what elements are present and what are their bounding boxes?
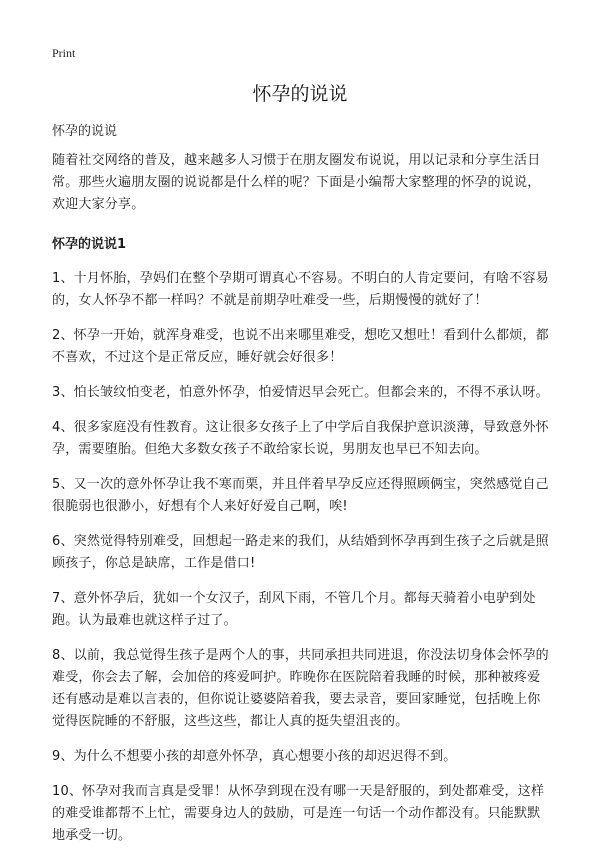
section-heading: 怀孕的说说1 [52, 237, 127, 252]
list-item: 7、意外怀孕后，犹如一个女汉子，刮风下雨，不管几个月。都每天骑着小电驴到处跑。认为最难也就这样子过了。 [52, 591, 536, 628]
list-item: 10、怀孕对我而言真是受罪！从怀孕到现在没有哪一天是舒服的，到处都难受，这样的难受谁都帮不上忙，需要身边人的鼓励，可是连一句话一个动作都没有。只能默默地承受一切。 [52, 784, 545, 843]
print-link[interactable]: Print [52, 46, 76, 60]
list-item: 1、十月怀胎，孕妈们在整个孕期可谓真心不容易。不明白的人肯定要问，有啥不容易的，女人怀孕不都一样吗？不就是前期孕吐难受一些，后期慢慢的就好了！ [52, 271, 549, 308]
article-body [52, 150, 552, 860]
list-item: 8、以前，我总觉得生孩子是两个人的事，共同承担共同进退，你没法切身体会怀孕的难受，你会去了解，会加倍的疼爱呵护。昨晚你在医院陪着我睡的时候，那种被疼爱还有感动是难以言表的，但你说让婆婆陪着我，要去录音，要回家睡觉，包括晚上你觉得医院睡的不舒服，这些这些，都让人真的挺失望沮丧的。 [52, 648, 549, 729]
list-item: 9、为什么不想要小孩的却意外怀孕，真心想要小孩的却迟迟得不到。 [52, 749, 457, 764]
list-item: 3、怕长皱纹怕变老，怕意外怀孕，怕爱情迟早会死亡。但都会来的，不得不承认呀。 [52, 385, 549, 400]
list-item: 4、很多家庭没有性教育。这让很多女孩子上了中学后自我保护意识淡薄，导致意外怀孕，需要堕胎。但绝大多数女孩子不敢给家长说，男朋友也早已不知去向。 [52, 420, 549, 457]
list-item: 5、又一次的意外怀孕让我不寒而栗，并且伴着早孕反应还得照顾俩宝，突然感觉自己很脆弱也很渺小，好想有个人来好好爱自己啊，唉! [52, 477, 549, 514]
page-title: 怀孕的说说 [252, 83, 348, 105]
list-item: 2、怀孕一开始，就浑身难受，也说不出来哪里难受，想吃又想吐！看到什么都烦，都不喜欢，不过这个是正常反应，睡好就会好很多！ [52, 328, 549, 365]
list-item: 6、突然觉得特别难受，回想起一路走来的我们，从结婚到怀孕再到生孩子之后就是照顾孩子，你总是缺席，工作是借口! [52, 534, 549, 571]
article-subtitle: 怀孕的说说 [52, 124, 118, 139]
intro-paragraph: 随着社交网络的普及，越来越多人习惯于在朋友圈发布说说，用以记录和分享生活日常。那些火遍朋友圈的说说都是什么样的呢？下面是小编帮大家整理的怀孕的说说，欢迎大家分享。 [52, 153, 541, 212]
